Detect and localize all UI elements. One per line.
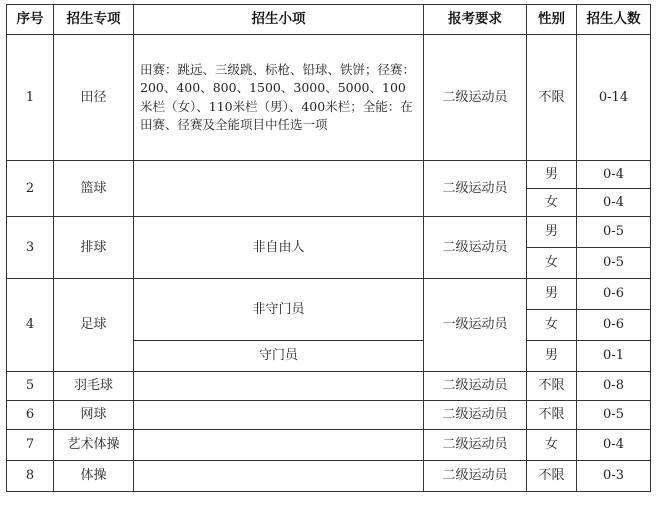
quota: 0-4 — [577, 189, 651, 217]
gender: 不限 — [527, 35, 577, 161]
gender: 男 — [527, 279, 577, 310]
sub-items: 田赛：跳远、三级跳、标枪、铅球、铁饼；径赛：200、400、800、1500、3000、5000、100米栏（女）、110米栏（男）、400米栏；全能：在田赛、径赛及全能项目中任选一项 — [134, 35, 424, 161]
row-number: 6 — [7, 401, 54, 430]
table-row — [7, 461, 651, 492]
table-row — [7, 279, 651, 310]
header-row — [7, 5, 651, 35]
sport-name: 排球 — [54, 217, 134, 279]
sub-items — [134, 430, 424, 461]
table-row — [7, 35, 651, 161]
table-row — [7, 217, 651, 248]
gender: 不限 — [527, 372, 577, 401]
sub-items — [134, 461, 424, 492]
quota: 0-4 — [577, 161, 651, 189]
quota: 0-4 — [577, 430, 651, 461]
gender: 女 — [527, 310, 577, 341]
requirement: 二级运动员 — [424, 372, 527, 401]
quota: 0-3 — [577, 461, 651, 492]
gender: 男 — [527, 161, 577, 189]
table-row — [7, 430, 651, 461]
gender: 不限 — [527, 401, 577, 430]
table-row — [7, 161, 651, 189]
gender: 女 — [527, 430, 577, 461]
requirement: 一级运动员 — [424, 279, 527, 372]
sport-name: 体操 — [54, 461, 134, 492]
row-number: 3 — [7, 217, 54, 279]
quota: 0-5 — [577, 248, 651, 279]
quota: 0-5 — [577, 217, 651, 248]
requirement: 二级运动员 — [424, 401, 527, 430]
sport-name: 足球 — [54, 279, 134, 372]
sub-items: 守门员 — [134, 341, 424, 372]
quota: 0-8 — [577, 372, 651, 401]
enrollment-table — [6, 4, 651, 492]
sport-name: 田径 — [54, 35, 134, 161]
requirement: 二级运动员 — [424, 161, 527, 217]
row-number: 7 — [7, 430, 54, 461]
sport-name: 篮球 — [54, 161, 134, 217]
table-row — [7, 372, 651, 401]
sport-name: 艺术体操 — [54, 430, 134, 461]
quota: 0-1 — [577, 341, 651, 372]
gender: 女 — [527, 248, 577, 279]
gender: 女 — [527, 189, 577, 217]
row-number: 4 — [7, 279, 54, 372]
table-row — [7, 401, 651, 430]
quota: 0-14 — [577, 35, 651, 161]
sub-items — [134, 161, 424, 217]
sport-name: 网球 — [54, 401, 134, 430]
sub-items: 非守门员 — [134, 279, 424, 341]
header-cell: 性别 — [527, 5, 577, 35]
requirement: 二级运动员 — [424, 35, 527, 161]
sport-name: 羽毛球 — [54, 372, 134, 401]
header-cell: 报考要求 — [424, 5, 527, 35]
quota: 0-6 — [577, 279, 651, 310]
row-number: 2 — [7, 161, 54, 217]
gender: 男 — [527, 217, 577, 248]
header-cell: 招生人数 — [577, 5, 651, 35]
row-number: 5 — [7, 372, 54, 401]
sub-items — [134, 372, 424, 401]
gender: 男 — [527, 341, 577, 372]
requirement: 二级运动员 — [424, 217, 527, 279]
requirement: 二级运动员 — [424, 430, 527, 461]
header-cell: 招生专项 — [54, 5, 134, 35]
row-number: 1 — [7, 35, 54, 161]
gender: 不限 — [527, 461, 577, 492]
sub-items: 非自由人 — [134, 217, 424, 279]
quota: 0-5 — [577, 401, 651, 430]
row-number: 8 — [7, 461, 54, 492]
header-cell: 招生小项 — [134, 5, 424, 35]
header-cell: 序号 — [7, 5, 54, 35]
requirement: 二级运动员 — [424, 461, 527, 492]
quota: 0-6 — [577, 310, 651, 341]
sub-items — [134, 401, 424, 430]
